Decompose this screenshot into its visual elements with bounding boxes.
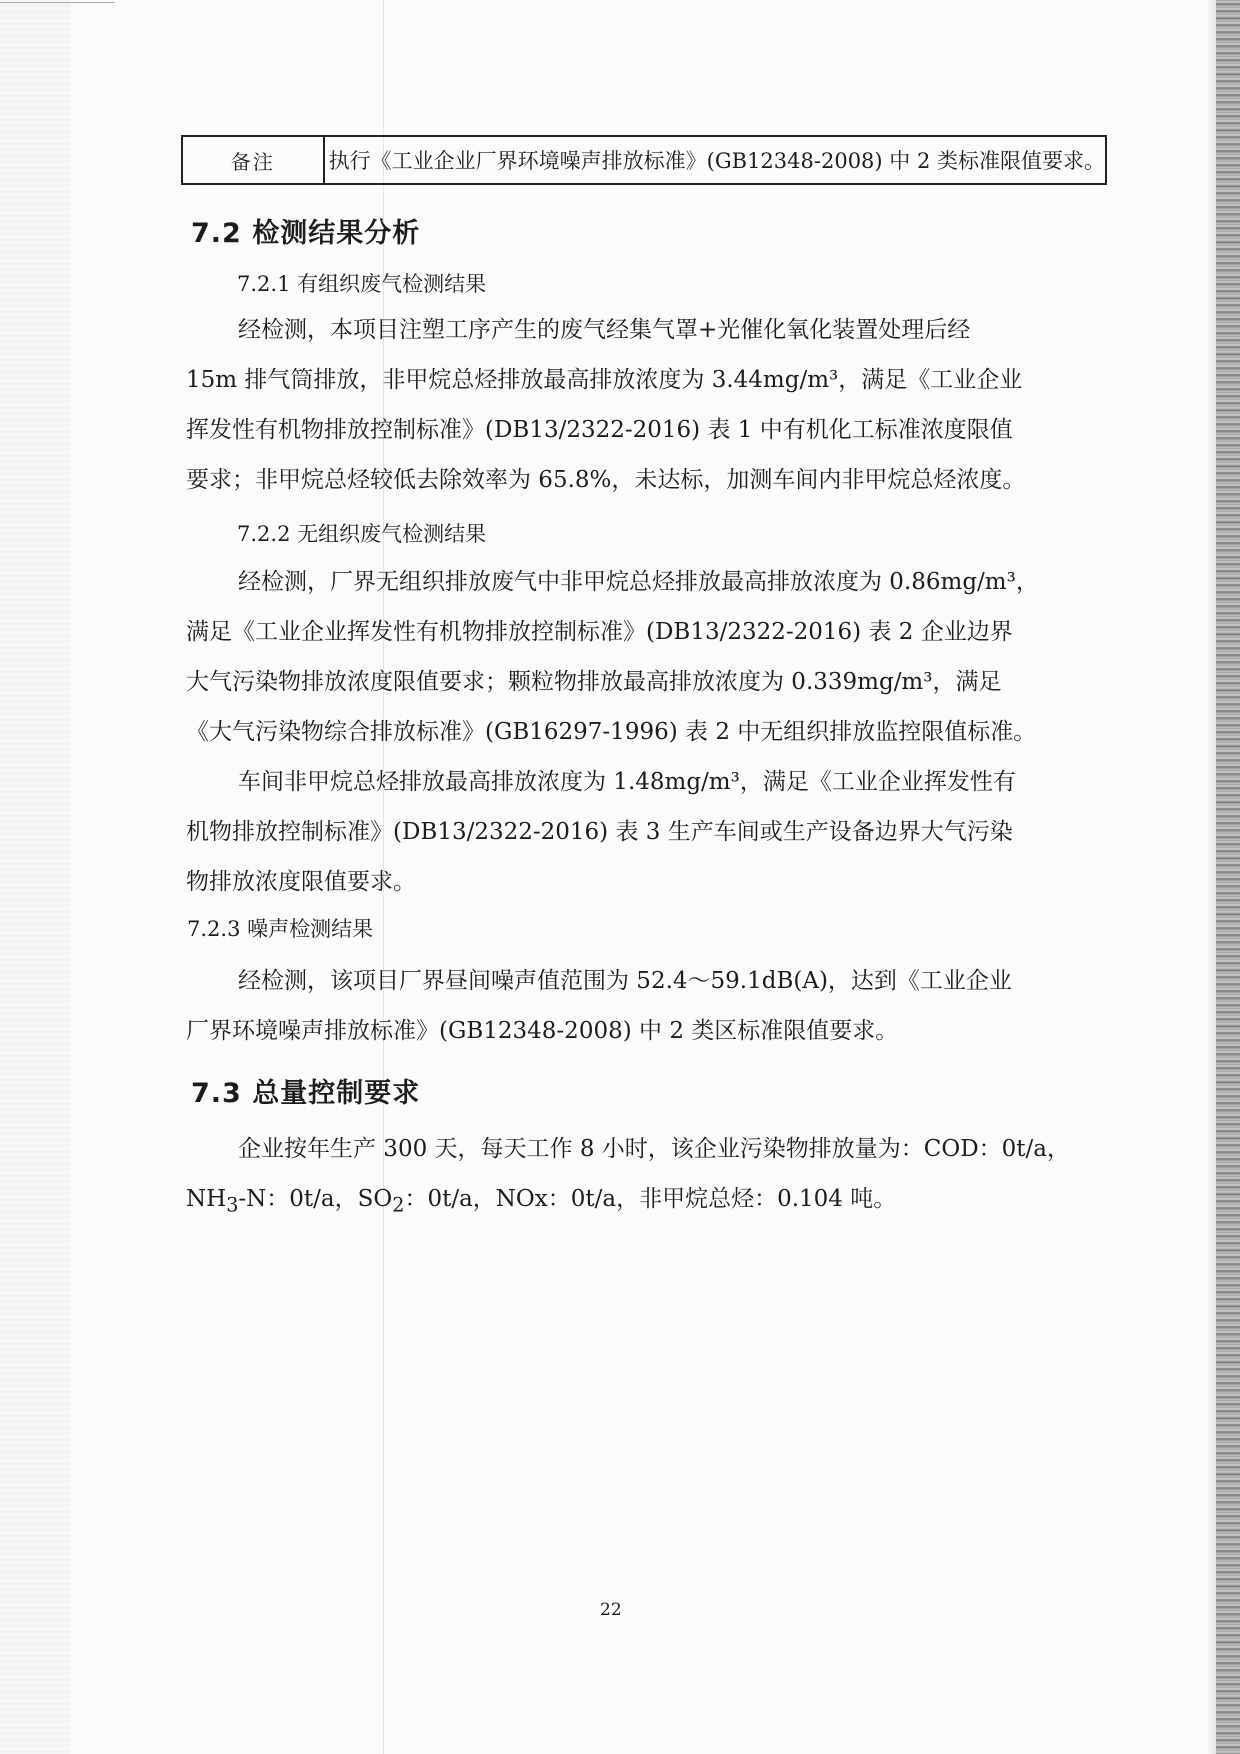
paragraph-line: 物排放浓度限值要求。 <box>186 869 416 895</box>
paragraph-line: 经检测，本项目注塑工序产生的废气经集气罩+光催化氧化装置处理后经 <box>238 317 971 343</box>
scan-right-edge <box>1216 0 1240 1754</box>
scan-right-shadow <box>1206 0 1216 1754</box>
page-number: 22 <box>600 1600 622 1620</box>
paragraph-line: 经检测，该项目厂界昼间噪声值范围为 52.4～59.1dB(A)，达到《工业企业 <box>238 968 1012 994</box>
paragraph-line: 满足《工业企业挥发性有机物排放控制标准》(DB13/2322-2016) 表 2 企业边界 <box>186 619 1013 645</box>
paragraph-line: 车间非甲烷总烃排放最高排放浓度为 1.48mg/m³，满足《工业企业挥发性有 <box>238 769 1016 795</box>
emissions-nh3-subscript: 3 <box>226 1193 239 1217</box>
note-label: 备注 <box>183 137 325 183</box>
section-7-2-2-heading: 7.2.2 无组织废气检测结果 <box>237 522 487 546</box>
paragraph-line: 厂界环境噪声排放标准》(GB12348-2008) 中 2 类区标准限值要求。 <box>186 1018 899 1044</box>
scan-left-edge <box>0 0 70 1754</box>
section-7-2-heading: 7.2 检测结果分析 <box>191 218 421 249</box>
section-7-2-2-paragraph-1 <box>186 557 1048 757</box>
section-7-2-3-paragraph <box>186 956 1048 1056</box>
paragraph-line: 《大气污染物综合排放标准》(GB16297-1996) 表 2 中无组织排放监控限值标准。 <box>186 719 1037 745</box>
emissions-line <box>186 1174 1048 1224</box>
section-7-2-3-heading: 7.2.3 噪声检测结果 <box>187 917 374 941</box>
note-table-row <box>181 135 1107 185</box>
emissions-so2-subscript: 2 <box>392 1193 405 1217</box>
section-7-2-2-paragraph-2 <box>186 757 1048 907</box>
section-7-3-heading: 7.3 总量控制要求 <box>191 1078 421 1109</box>
paragraph-line: 要求；非甲烷总烃较低去除效率为 65.8%，未达标，加测车间内非甲烷总烃浓度。 <box>186 467 1026 493</box>
section-7-3-paragraph <box>186 1124 1071 1224</box>
emissions-so2-prefix: -N：0t/a，SO <box>238 1186 393 1212</box>
emissions-nh3-prefix: NH <box>186 1186 227 1212</box>
paragraph-line: 挥发性有机物排放控制标准》(DB13/2322-2016) 表 1 中有机化工标准浓度限值 <box>186 417 1013 443</box>
paragraph-line: 15m 排气筒排放，非甲烷总烃排放最高排放浓度为 3.44mg/m³，满足《工业企业 <box>186 367 1023 393</box>
section-7-2-1-heading: 7.2.1 有组织废气检测结果 <box>237 272 487 296</box>
paragraph-line: 企业按年生产 300 天，每天工作 8 小时，该企业污染物排放量为：COD：0t/a， <box>238 1136 1071 1162</box>
paragraph-line: 经检测，厂界无组织排放废气中非甲烷总烃排放最高排放浓度为 0.86mg/m³， <box>238 569 1039 595</box>
paragraph-line: 机物排放控制标准》(DB13/2322-2016) 表 3 生产车间或生产设备边界大气污染 <box>186 819 1013 845</box>
section-7-2-1-paragraph <box>186 305 1048 505</box>
note-text: 执行《工业企业厂界环境噪声排放标准》(GB12348-2008) 中 2 类标准限值要求。 <box>328 149 1105 173</box>
paragraph-line: 大气污染物排放浓度限值要求；颗粒物排放最高排放浓度为 0.339mg/m³，满足 <box>186 669 1002 695</box>
top-rule <box>0 2 115 3</box>
emissions-rest: ：0t/a，NOx：0t/a，非甲烷总烃：0.104 吨。 <box>404 1186 897 1212</box>
